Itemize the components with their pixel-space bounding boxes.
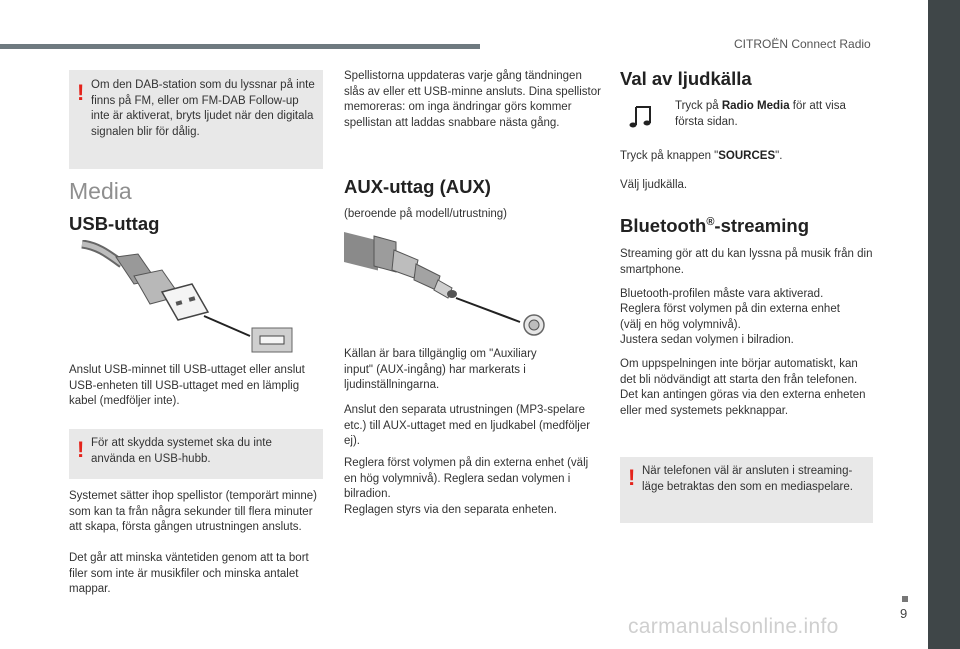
sources-label: SOURCES (718, 150, 776, 162)
watermark: carmanualsonline.info (628, 615, 839, 638)
aux-controls-paragraph: Reglagen styrs via den separata enheten. (344, 504, 557, 516)
usb-heading: USB-uttag (69, 213, 160, 234)
page-number: 9 (900, 606, 908, 621)
side-tab-bar (928, 0, 960, 649)
warning-icon: ! (77, 437, 85, 462)
dab-note-box (69, 70, 323, 169)
bt-playback-paragraph: Om uppspelningen inte börjar automatiskt, kan det bli nödvändigt att starta den från telefonen. Det kan antingen göras via den externa enheten eller med systemets pekknappar. (620, 358, 866, 417)
press-radio-media-text: Tryck på Radio Media för att visa första sidan. (675, 100, 846, 128)
usb-connect-paragraph: Anslut USB-minnet till USB-uttaget eller anslut USB-enheten till USB-uttaget med en lämplig kabel (medföljer inte). (69, 364, 305, 407)
radio-media-label: Radio Media (721, 100, 790, 112)
press-sources-text: Tryck på knappen "SOURCES". (620, 150, 783, 162)
section-title-media: Media (69, 178, 132, 204)
source-select-heading: Val av ljudkälla (620, 68, 752, 89)
bluetooth-streaming-heading: Bluetooth®-streaming (620, 215, 809, 236)
streaming-note-text: När telefonen väl är ansluten i streaming-läge betraktas den som en mediaspelare. (642, 465, 853, 493)
page-marker (902, 596, 908, 602)
dab-note-text: Om den DAB-station som du lyssnar på inte finns på FM, eller om FM-DAB Follow-up inte är aktiverat, bryts ljudet när den digitala signalen blir för dålig. (91, 79, 315, 138)
aux-connect-paragraph: Anslut den separata utrustningen (MP3-spelare etc.) till AUX-uttaget med en ljudkabel (medföljer ej). (344, 404, 591, 447)
usb-plug-illustration (80, 240, 300, 355)
playlist-paragraph-1: Systemet sätter ihop spellistor (temporärt minne) som kan ta från några sekunder till flera minuter att skapa, första gången utrustningen ansluts. (69, 490, 317, 533)
aux-jack-illustration (344, 228, 554, 338)
bt-profile-paragraph: Bluetooth-profilen måste vara aktiverad. (620, 288, 824, 300)
streaming-note-box (620, 457, 873, 523)
aux-availability-paragraph: Källan är bara tillgänglig om "Auxiliary input" (AUX-ingång) har markerats i ljudinställningarna. (344, 348, 537, 391)
usb-hub-note-box (69, 429, 323, 479)
header-title: CITROËN Connect Radio (734, 37, 871, 51)
bt-volume-paragraph: Reglera först volymen på din externa enhet (välj en hög volymnivå). (620, 303, 840, 331)
bt-streaming-paragraph: Streaming gör att du kan lyssna på musik från din smartphone. (620, 248, 873, 276)
playlist-paragraph-2: Det går att minska väntetiden genom att ta bort filer som inte är musikfiler och minska antalet mappar. (69, 552, 309, 595)
warning-icon: ! (77, 80, 85, 105)
aux-subtitle: (beroende på modell/utrustning) (344, 208, 508, 220)
bt-radio-volume-paragraph: Justera sedan volymen i bilradion. (620, 334, 794, 346)
music-note-icon (628, 103, 654, 129)
playlist-update-paragraph: Spellistorna uppdateras varje gång tändningen slås av eller ett USB-minne ansluts. Dina spellistor memoreras: om inga ändringar görs kommer spellistan att laddas snabbare nästa gång. (344, 70, 601, 129)
usb-hub-note-text: För att skydda systemet ska du inte använda en USB-hubb. (91, 437, 272, 465)
choose-source-text: Välj ljudkälla. (620, 179, 688, 191)
header-rule (0, 44, 480, 49)
aux-heading: AUX-uttag (AUX) (344, 176, 491, 197)
warning-icon: ! (628, 465, 636, 490)
aux-volume-paragraph: Reglera först volymen på din externa enhet (välj en hög volymnivå). Reglera sedan volymen i bilradion. (344, 457, 589, 500)
